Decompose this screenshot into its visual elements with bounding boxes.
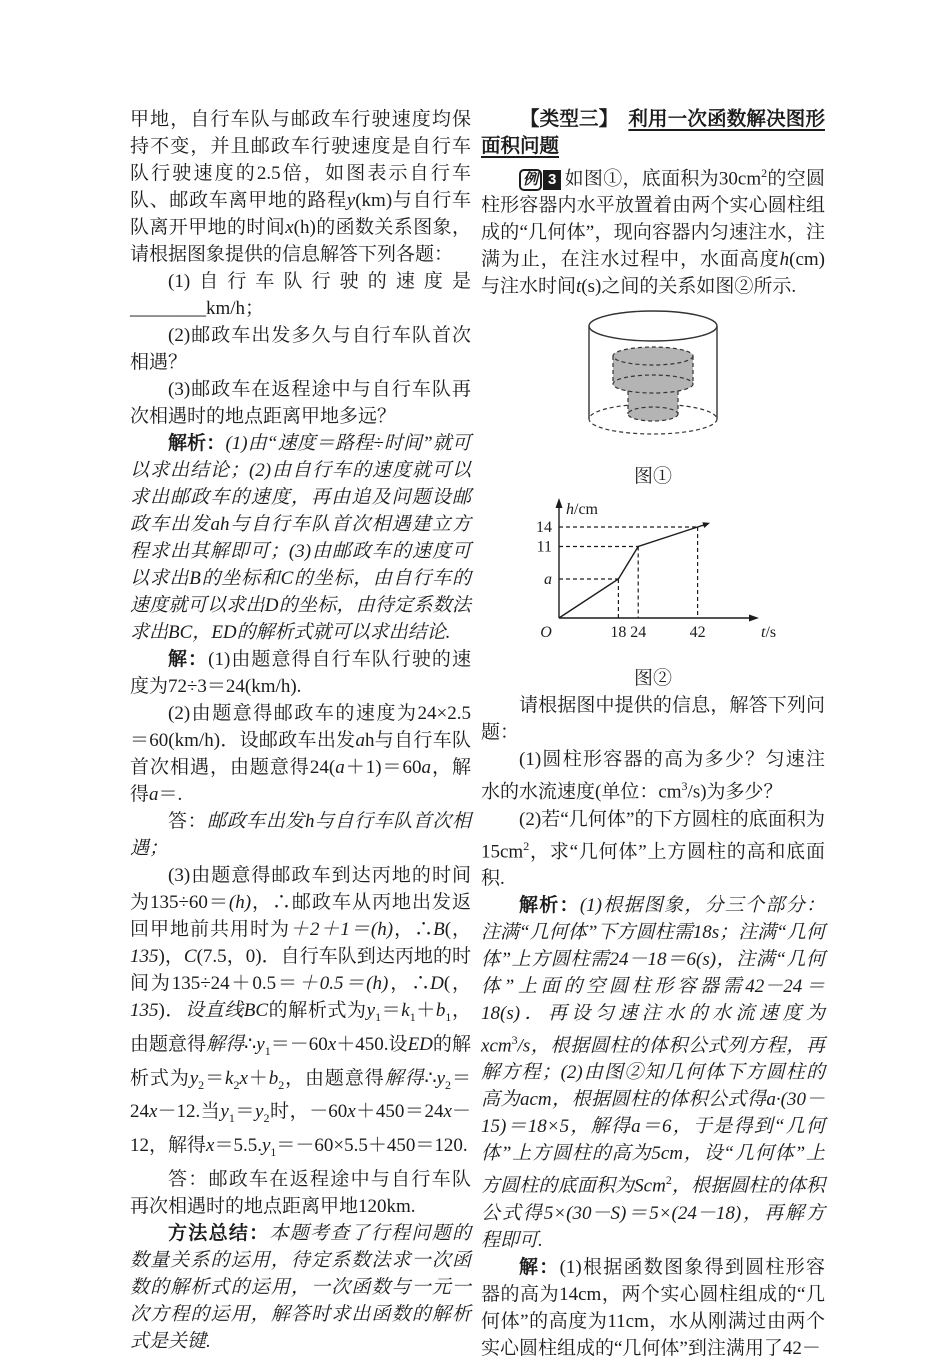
- text-run: ＋2＋1＝(h): [289, 919, 394, 940]
- svg-text:h/cm: h/cm: [566, 501, 598, 519]
- paragraph: [130, 700, 471, 808]
- text-run: cm: [643, 1175, 666, 1197]
- text-run: ＝.: [158, 784, 183, 805]
- text-run: 的解析式为: [268, 1000, 367, 1021]
- text-run: 3: [681, 779, 688, 794]
- text-run: (，: [443, 973, 472, 994]
- text-run: 请根据图中提供的信息，解答下列问题：: [481, 695, 825, 744]
- text-run: 例: [519, 169, 542, 191]
- svg-text:14: 14: [536, 519, 552, 537]
- text-run: BC: [168, 622, 193, 643]
- text-run: (，: [444, 919, 472, 940]
- text-run: h: [304, 811, 315, 832]
- text-run: (3)邮政车在返程途中与自行车队再次相遇时的地点距离甲地多远？: [130, 379, 471, 427]
- paragraph: [481, 106, 825, 160]
- text-run: t: [576, 276, 582, 298]
- text-run: x: [285, 217, 294, 238]
- text-run: B: [433, 919, 445, 940]
- svg-text:11: 11: [536, 538, 552, 556]
- text-run: h: [779, 249, 790, 271]
- text-run: 2: [278, 1077, 285, 1092]
- text-run: h与自行车队首次相遇，由题意得24(: [130, 730, 471, 778]
- svg-text:24: 24: [630, 624, 647, 642]
- text-run: 如图①，底面积为30cm: [564, 168, 762, 190]
- text-run: x: [206, 1135, 215, 1157]
- text-run: ，解得: [130, 757, 472, 805]
- text-run: a: [149, 784, 159, 805]
- text-run: －12，解得: [130, 1101, 471, 1157]
- text-run: (2)邮政车出发多久与自行车队首次相遇？: [130, 325, 471, 373]
- text-run: B: [189, 568, 201, 589]
- text-run: ＝6，于是得到“几何体”上方圆柱的高为5cm，设“几何体”上方圆柱的底面积为: [481, 1116, 825, 1197]
- text-run: ＝: [234, 1101, 255, 1123]
- text-run: C: [280, 568, 294, 589]
- left-column: [130, 106, 471, 1355]
- height-time-graph-svg: [517, 494, 789, 658]
- paragraph: [130, 106, 471, 268]
- text-run: 解：: [168, 649, 209, 670]
- text-run: 2: [233, 1077, 240, 1092]
- text-run: (km)与自行车队离开甲地的时间: [130, 190, 471, 238]
- svg-text:42: 42: [689, 624, 706, 642]
- text-run: C: [183, 946, 197, 967]
- text-run: ＋: [415, 1000, 436, 1021]
- text-run: (1)根据函数图象得到圆柱形容器的高为14cm，两个实心圆柱组成的“几何体”的高度为11cm，水从刚满过由两个实心圆柱组成的“几何体”到注满用了42－: [481, 1256, 825, 1359]
- text-run: (1)由“速度＝路程÷时间”就可以求出结论；(2)由自行车的速度就可以求出邮政车的速度，再由追及问题设邮政车出发: [130, 433, 471, 535]
- text-run: x: [149, 1101, 158, 1123]
- text-run: 设直线BC: [185, 1000, 269, 1021]
- text-run: )＝5×(24－18)，再解方程即可.: [481, 1202, 825, 1251]
- text-run: ＋1)＝60: [344, 757, 422, 778]
- text-run: 3: [543, 170, 561, 190]
- text-run: 1: [375, 1009, 382, 1024]
- text-run: S: [610, 1202, 620, 1224]
- text-run: a: [766, 1089, 776, 1111]
- text-run: 2: [198, 1077, 205, 1092]
- text-run: ，∴: [393, 919, 434, 940]
- svg-text:t/s: t/s: [761, 624, 777, 642]
- text-run: 2: [761, 166, 768, 180]
- paragraph: [130, 808, 471, 862]
- text-run: 2: [665, 1173, 672, 1188]
- text-run: y: [436, 1067, 446, 1089]
- text-run: (h)的函数关系图象，请根据图象提供的信息解答下列各题：: [130, 217, 471, 265]
- text-run: ＋450＝24: [355, 1101, 444, 1123]
- text-run: y: [189, 1067, 199, 1089]
- text-run: (1)自行车队行驶的速度是________km/h；: [130, 271, 471, 319]
- text-run: 方法总结：: [168, 1222, 270, 1244]
- text-run: h与自行车队首次相遇建立方程求出其解即可；(3)由邮政车的速度可以求出: [130, 514, 471, 589]
- text-run: b: [435, 1000, 446, 1021]
- text-run: ED: [407, 1033, 433, 1055]
- text-run: ＝24: [130, 1067, 471, 1123]
- text-run: a: [421, 757, 432, 778]
- text-run: ＝: [204, 1067, 225, 1089]
- text-run: 邮政车在返程途中与自行车队再次相遇时的地点距离甲地120km.: [130, 1168, 471, 1217]
- text-run: )．: [158, 1000, 186, 1021]
- text-run: －12.当: [157, 1101, 221, 1123]
- text-run: (h): [228, 892, 252, 913]
- text-run: 1: [445, 1009, 452, 1024]
- text-run: ，由题意得: [130, 1000, 471, 1055]
- text-run: 的解析式为: [130, 1033, 471, 1089]
- text-run: ·(30－15)＝18×5，解得: [481, 1089, 825, 1138]
- text-run: a: [631, 1116, 641, 1138]
- paragraph: [130, 1166, 471, 1220]
- text-run: ＋: [247, 1067, 269, 1089]
- paragraph: [130, 1220, 471, 1355]
- text-run: (1)由题意得自行车队行驶的速度为72÷3＝24(km/h).: [130, 649, 471, 697]
- text-run: ，由题意得: [284, 1067, 385, 1089]
- text-run: ，: [192, 622, 212, 643]
- text-run: 邮政车出发: [207, 811, 305, 832]
- text-run: (cm)与注水时间: [481, 249, 825, 298]
- text-run: k: [225, 1067, 234, 1089]
- text-run: 解析：: [168, 433, 226, 454]
- text-run: a: [335, 757, 345, 778]
- text-run: 答：: [168, 811, 208, 832]
- text-run: a: [210, 514, 220, 535]
- text-run: 的坐标，由自行车的速度就可以求出: [130, 568, 471, 616]
- text-run: ＝5.5.: [214, 1135, 262, 1157]
- paragraph: [130, 430, 471, 646]
- text-run: ＝－60×5.5＋450＝120.: [276, 1135, 468, 1157]
- text-run: x: [347, 1101, 356, 1123]
- text-run: )，: [158, 946, 184, 967]
- text-run: 1: [228, 1111, 235, 1126]
- text-run: ＋0.5＝(h): [298, 973, 389, 994]
- figure-caption: 图①: [633, 466, 672, 488]
- text-run: y: [366, 1000, 376, 1021]
- text-run: ，根据圆柱的体积公式得5×(30－: [481, 1175, 825, 1224]
- paragraph: [481, 746, 825, 805]
- text-run: y: [256, 1033, 265, 1055]
- text-run: 1: [270, 1144, 277, 1159]
- text-run: ＝－60: [270, 1033, 328, 1055]
- text-run: (2)若“几何体”的下方圆柱的底面积为15cm: [481, 808, 825, 862]
- text-run: /s，根据圆柱的体积公式列方程，再解方程；(2)由图②知几何体下方圆柱的高为: [481, 1035, 825, 1111]
- text-run: x: [327, 1033, 337, 1055]
- svg-text:a: a: [544, 571, 552, 589]
- paragraph: [481, 1254, 825, 1362]
- text-run: 135: [130, 946, 159, 967]
- text-run: (1)根据图象，分三个部分：注满“几何体”下方圆柱需18s；注满“几何体”上方圆柱需24－18＝6(s)，注满“几何体”上面的空圆柱形容器需42－24＝18(s)．再设匀速注水的水流速度为: [481, 894, 825, 1024]
- text-run: 解得: [206, 1033, 245, 1055]
- text-run: 2: [523, 838, 530, 853]
- text-run: 本题考查了行程问题的数量关系的运用，待定系数法求一次函数的解析式的运用，一次函数与一元一次方程的运用，解答时求出函数的解析式是关键.: [130, 1222, 471, 1352]
- text-run: 135: [130, 1000, 159, 1021]
- cylinder-figure: [481, 304, 825, 490]
- text-run: a: [355, 730, 365, 751]
- text-run: 解得: [384, 1067, 425, 1089]
- text-run: (3)由题意得邮政车到达丙地的时间为135÷60＝: [130, 865, 471, 913]
- text-run: 解析：: [519, 894, 580, 916]
- text-run: (2)由题意得邮政车的速度为24×2.5＝60(km/h)．设邮政车出发: [130, 703, 471, 751]
- text-run: ，∴邮政车从丙地出发返回甲地前共用时为: [130, 892, 471, 940]
- text-run: 【类型三】: [520, 108, 629, 130]
- text-run: 的空圆柱形容器内水平放置着由两个实心圆柱组成的“几何体”，现向容器内匀速注水，注满为止，在注水过程中，水面高度: [481, 168, 825, 271]
- paragraph: [481, 806, 825, 892]
- paragraph: [481, 892, 825, 1254]
- text-run: cm: [489, 1035, 512, 1057]
- text-run: 1: [409, 1009, 416, 1024]
- text-run: k: [401, 1000, 410, 1021]
- text-run: 答：: [168, 1168, 209, 1190]
- text-run: y: [255, 1101, 264, 1123]
- text-run: D: [264, 595, 279, 616]
- text-run: (1)圆柱形容器的高为多少？匀速注水的水流速度(单位：cm: [481, 749, 825, 803]
- paragraph: [130, 646, 471, 700]
- text-run: 时，－60: [269, 1101, 348, 1123]
- text-run: 1: [264, 1043, 271, 1058]
- text-run: 3: [511, 1032, 518, 1047]
- text-run: 2: [263, 1111, 270, 1126]
- right-column: [481, 106, 825, 1362]
- text-run: 利用一次函数解决图形面积问题: [481, 108, 825, 157]
- paragraph: [130, 322, 471, 376]
- text-run: x: [239, 1067, 248, 1089]
- text-run: ∴: [424, 1067, 437, 1089]
- text-run: y: [261, 1135, 271, 1157]
- text-run: cm，根据圆柱的体积公式得: [529, 1089, 767, 1111]
- text-run: ，∴: [388, 973, 431, 994]
- text-run: 的坐标，由待定系数法求出: [130, 595, 471, 643]
- paragraph: [130, 268, 471, 322]
- paragraph: [481, 692, 825, 746]
- height-time-graph: [481, 494, 825, 692]
- paragraph: [130, 862, 471, 1166]
- text-run: (s)之间的关系如图②所示.: [581, 276, 797, 298]
- text-run: y: [220, 1101, 229, 1123]
- text-run: 与自行车队首次相遇；: [130, 811, 471, 859]
- text-run: ，求“几何体”上方圆柱的高和底面积.: [481, 840, 825, 889]
- text-run: ＋450.设: [336, 1033, 408, 1055]
- text-run: 解：: [519, 1256, 560, 1278]
- text-run: ＝: [381, 1000, 402, 1021]
- text-run: x: [481, 1035, 490, 1057]
- text-run: /s)为多少？: [687, 781, 783, 803]
- text-run: y: [346, 190, 356, 211]
- svg-text:18: 18: [610, 624, 627, 642]
- paragraph: [481, 160, 825, 300]
- text-run: ED: [211, 622, 237, 643]
- figure-caption: 图②: [633, 668, 672, 690]
- text-run: x: [443, 1101, 452, 1123]
- text-run: 甲地，自行车队与邮政车行驶速度均保持不变，并且邮政车行驶速度是自行车队行驶速度的2.5倍，如图表示自行车队、邮政车离甲地的路程: [130, 109, 471, 211]
- text-run: 2: [445, 1077, 452, 1092]
- text-run: 的坐标和: [200, 568, 281, 589]
- svg-text:O: O: [540, 624, 552, 642]
- paragraph: [130, 376, 471, 430]
- text-run: ∴: [244, 1033, 257, 1055]
- text-run: b: [268, 1067, 279, 1089]
- text-run: (7.5，0)．自行车队到达丙地的时间为135÷24＋0.5＝: [130, 946, 471, 994]
- text-run: a: [519, 1089, 530, 1111]
- text-run: 的解析式就可以求出结论.: [236, 622, 451, 643]
- text-run: D: [430, 973, 444, 994]
- text-run: S: [634, 1175, 644, 1197]
- cylinder-figure-svg: [553, 304, 753, 456]
